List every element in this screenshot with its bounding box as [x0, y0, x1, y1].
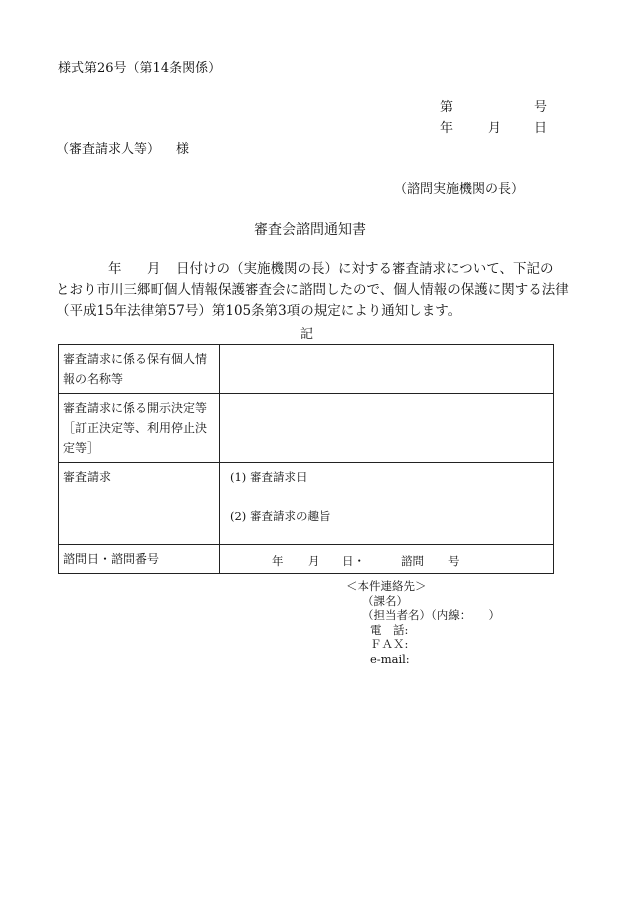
row4-label: 諮問日・諮問番号 [59, 545, 220, 574]
contact-fax: ＦＡＸ: [370, 637, 409, 651]
date-month: 月 [488, 121, 502, 136]
document-title: 審査会諮問通知書 [254, 222, 366, 238]
row3-item2: (2) 審査請求の趣旨 [230, 509, 331, 523]
contact-email: e-mail: [370, 651, 410, 666]
contact-header: ＜本件連絡先＞ [346, 579, 427, 593]
doc-number-dai: 第 [440, 100, 454, 115]
row3-value [220, 463, 554, 545]
contact-person: （担当者名）（内線： ） [362, 608, 500, 622]
body-month: 月 [147, 261, 161, 277]
row4-go: 号 [448, 554, 460, 568]
date-year: 年 [440, 121, 454, 136]
body-year: 年 [108, 261, 122, 277]
table-row [59, 345, 554, 394]
row4-month: 月 [308, 554, 320, 568]
contact-tel: 電 話: [370, 622, 409, 637]
row1-label: 審査請求に係る保有個人情報の名称等 [59, 345, 220, 394]
row4-value [220, 545, 554, 574]
row2-label: 審査請求に係る開示決定等［訂正決定等、利用停止決定等］ [59, 394, 220, 463]
contact-block [346, 579, 500, 666]
date-day: 日 [534, 121, 548, 136]
row4-day: 日・ [342, 554, 365, 568]
addressee-name: （審査請求人等） [56, 142, 161, 157]
row3-label: 審査請求 [59, 463, 220, 545]
contact-section: （課名） [362, 593, 408, 608]
row2-value [220, 394, 554, 463]
doc-number-go: 号 [534, 100, 548, 115]
body-line2: とおり市川三郷町個人情報保護審査会に諮問したので、個人情報の保護に関する法律 [56, 282, 569, 298]
body-line1: 日付けの（実施機関の長）に対する審査請求について、下記の [176, 261, 554, 277]
form-number: 様式第26号（第14条関係） [58, 61, 222, 76]
ki-heading: 記 [300, 327, 314, 342]
row4-year: 年 [272, 554, 284, 568]
row4-shimon: 諮問 [401, 554, 424, 568]
table-row [59, 394, 554, 463]
table-row [59, 545, 554, 574]
addressee-sama: 様 [176, 142, 190, 157]
row1-value [220, 345, 554, 394]
body-line3: （平成15年法律第57号）第105条第3項の規定により通知します。 [56, 303, 462, 319]
notification-table [58, 344, 554, 574]
row3-item1: (1) 審査請求日 [230, 470, 308, 484]
table-row [59, 463, 554, 545]
sender: （諮問実施機関の長） [394, 182, 525, 197]
